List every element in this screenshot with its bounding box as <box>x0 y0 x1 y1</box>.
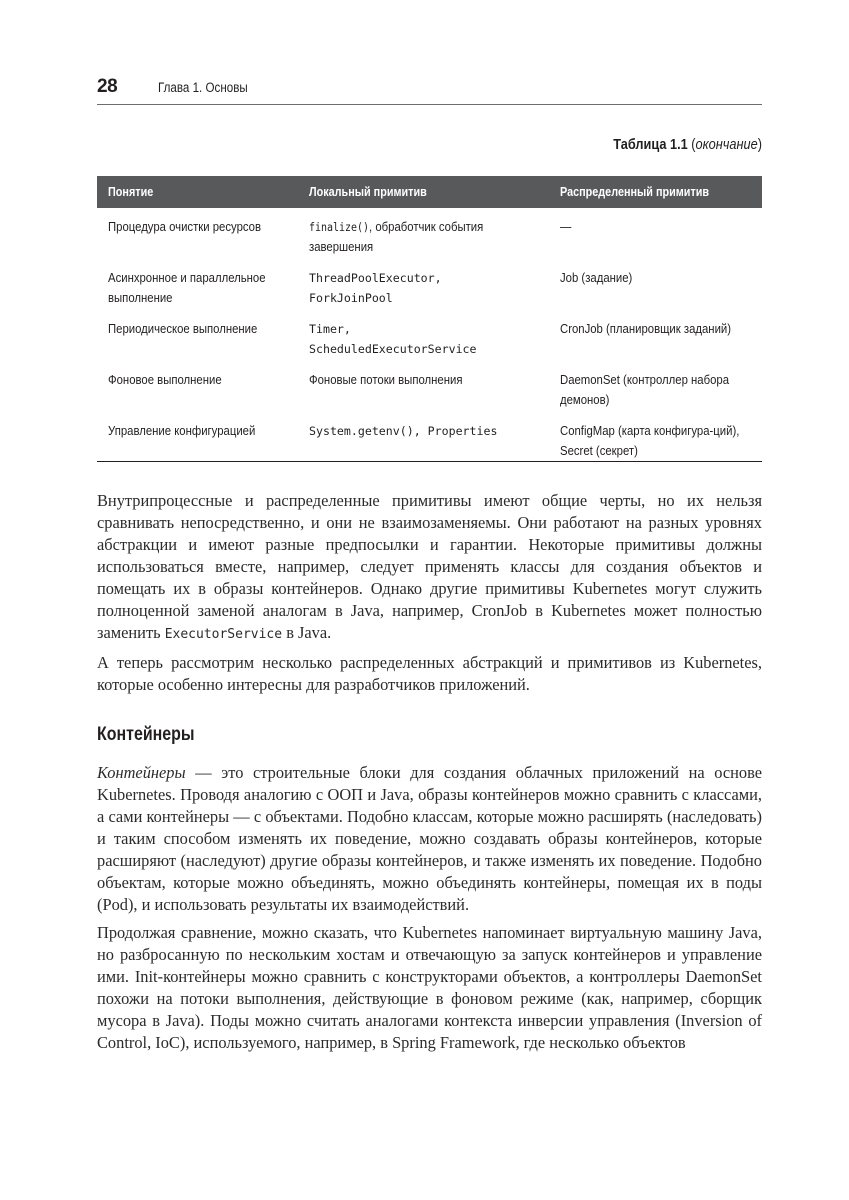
page-number: 28 <box>97 76 118 97</box>
cell-distributed: DaemonSet (контроллер набора демонов) <box>560 372 730 407</box>
cell-concept: Периодическое выполнение <box>108 321 258 336</box>
section-heading: Контейнеры <box>97 724 195 745</box>
cell-distributed: ConfigMap (карта конфигура-ций), Secret (секрет) <box>549 412 762 462</box>
table-caption: Таблица 1.1 (окончание) <box>613 137 762 153</box>
table-caption-label: Таблица 1.1 <box>613 137 688 153</box>
cell-concept: Фоновое выполнение <box>108 372 222 387</box>
table-row <box>97 412 762 462</box>
paragraph: А теперь рассмотрим несколько распределенных абстракций и примитивов из Kubernetes, которые особенно интересны для разработчиков приложений. <box>97 653 762 694</box>
paragraph: Контейнеры — это строительные блоки для создания облачных приложений на основе Kubernetes. Проводя аналогию с ООП и Java, образы контейнеров можно сравнить с классами, а сами контейнеры — с объектами. Подобно классам, которые можно расширять (наследовать) и таким способом изменять их поведение, можно создавать образы контейнеров, которые расширяют (наследуют) другие образы контейнеров, и также изменять их поведение. Подобно объектам, которые можно объединять, можно объединять контейнеры, помещая их в поды (Pod), и использовать результаты их взаимодействий. <box>97 763 762 914</box>
section-text <box>97 762 762 1060</box>
paragraph: Продолжая сравнение, можно сказать, что Kubernetes напоминает виртуальную машину Java, но разбросанную по нескольким хостам и отвечающую за запуск контейнеров и управление ими. Init-контейнеры можно сравнить с конструкторами объектов, а контроллеры DaemonSet похожи на потоки выполнения, действующие в фоновом режиме (как, например, сборщик мусора в Java). Поды можно считать аналогами контекста инверсии управления (Inversion of Control, IoC), используемого, например, в Spring Framework, где несколько объектов <box>97 923 762 1052</box>
cell-distributed: CronJob (планировщик заданий) <box>560 321 732 336</box>
cell-local: finalize(), обработчик события завершения <box>309 219 484 254</box>
cell-concept: Процедура очистки ресурсов <box>108 219 262 234</box>
cell-local: ThreadPoolExecutor, ForkJoinPool <box>309 271 442 305</box>
cell-distributed: Job (задание) <box>560 270 633 285</box>
cell-concept: Асинхронное и параллельное выполнение <box>108 270 266 305</box>
cell-local: System.getenv(), Properties <box>298 412 549 462</box>
table-header-row <box>97 176 762 208</box>
table-row <box>97 259 762 310</box>
cell-concept: Управление конфигурацией <box>97 412 298 462</box>
cell-local: Фоновые потоки выполнения <box>309 372 463 387</box>
table-row <box>97 361 762 412</box>
primitives-table <box>97 176 762 462</box>
column-header-distributed: Распределенный примитив <box>549 176 762 208</box>
cell-distributed: — <box>560 219 572 234</box>
column-header-local: Локальный примитив <box>298 176 549 208</box>
running-head <box>97 76 762 105</box>
table-caption-note: окончание <box>695 137 758 153</box>
table-row <box>97 208 762 259</box>
table-row <box>97 310 762 361</box>
term: Контейнеры <box>97 763 186 782</box>
chapter-title: Глава 1. Основы <box>158 80 248 95</box>
paragraph: Внутрипроцессные и распределенные примитивы имеют общие черты, но их нельзя сравнивать непосредственно, и они не взаимозаменяемы. Они работают на разных уровнях абстракции и имеют разные предпосылки и гарантии. Некоторые примитивы должны использоваться вместе, например, следует применять классы для создания объектов и помещать их в образы контейнеров. Однако другие примитивы Kubernetes могут служить полноценной заменой аналогам в Java, например, CronJob в Kubernetes может полностью заменить ExecutorService в Java. <box>97 491 762 642</box>
intro-text <box>97 490 762 702</box>
inline-code: ExecutorService <box>164 627 283 642</box>
cell-local: Timer, ScheduledExecutorService <box>309 322 477 356</box>
column-header-concept: Понятие <box>97 176 298 208</box>
